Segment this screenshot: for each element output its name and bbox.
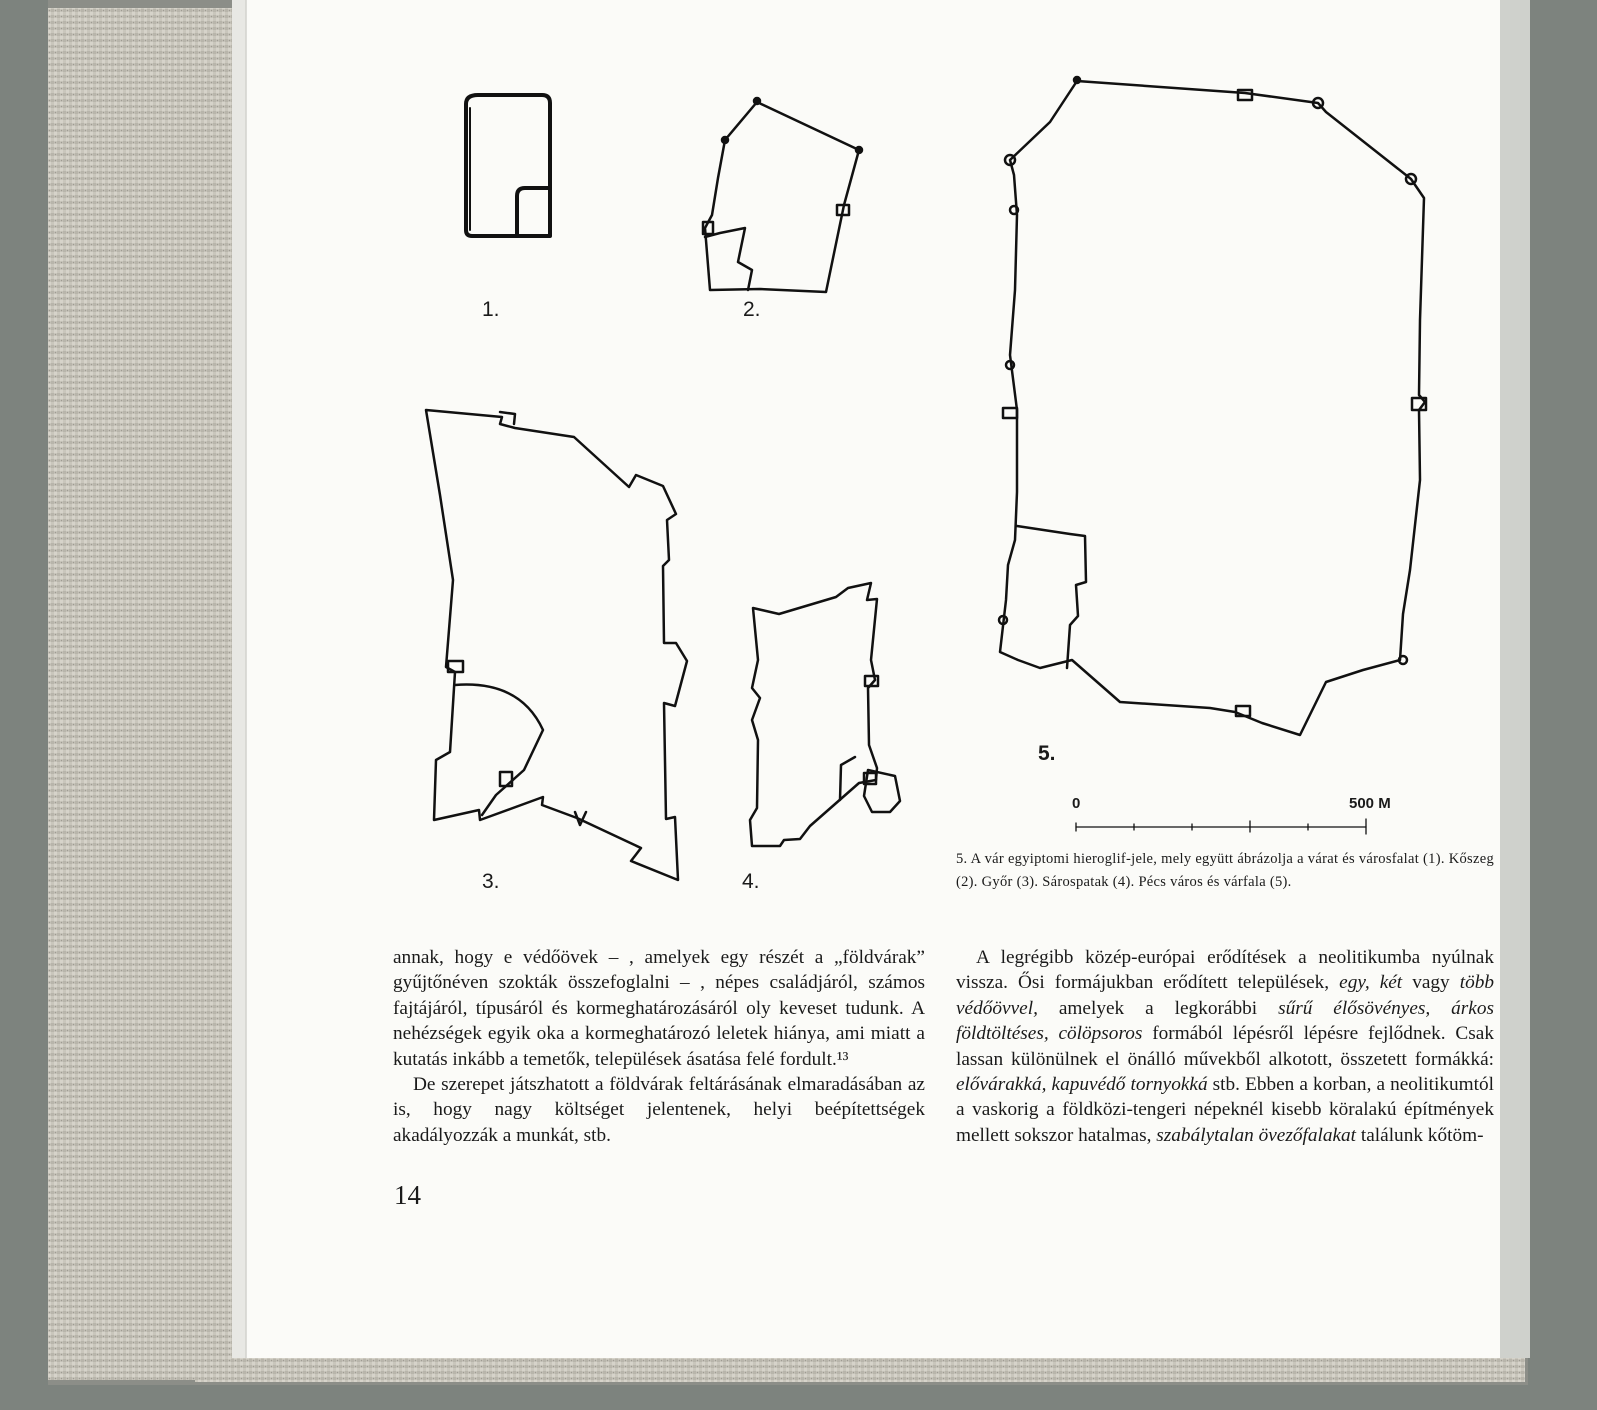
left-text-column xyxy=(393,945,925,1148)
page-number: 14 xyxy=(394,1180,421,1210)
text-run: A legrégibb közép-európai erődítések a neolitikumba nyúlnak vissza. Ősi formájukban erődített települések, xyxy=(956,947,1494,994)
figure-3-gyor xyxy=(426,410,687,880)
figure-3-label: 3. xyxy=(482,870,500,893)
left-paragraph: De szerepet játszhatott a földvárak feltárásának elmaradásában az is, hogy nagy költséget jelentenek, helyi beépítettségek akadályozzák a munkát, stb. xyxy=(393,1074,925,1146)
figure-caption: 5. A vár egyiptomi hieroglif-jele, mely együtt ábrázolja a várat és városfalat (1). Kőszeg (2). Győr (3). Sárospatak (4). Pécs város és várfala (5). xyxy=(956,851,1494,890)
italic-run: sűrű élősövényes, árkos földtöltéses, cölöpsoros xyxy=(956,997,1495,1045)
figure-5-label: 5. xyxy=(1038,742,1056,765)
scale-bar xyxy=(1076,819,1366,834)
scale-end-label: 500 M xyxy=(1349,795,1391,812)
figure-4-label: 4. xyxy=(742,870,760,893)
italic-run: szabálytalan övezőfalakat xyxy=(1156,1124,1357,1146)
text-run: amelyek a legkorábbi xyxy=(1058,997,1258,1019)
left-paragraph: annak, hogy e védőövek – , amelyek egy részét a „földvárak” gyűjtőnéven szokták összefoglalni – , népes családjáról, számos fajtájáról, típusáról és kormeghatározásáról oly keveset tudunk. A nehézségek egyik oka a kormeghatározó leletek hiánya, ami miatt a kutatás inkább a temetők, települések ásatása felé fordult.¹³ xyxy=(393,947,925,1070)
figure-1-label: 1. xyxy=(482,298,500,321)
text-run: vagy xyxy=(1412,972,1450,994)
text-run: találunk kőtöm- xyxy=(1360,1124,1484,1146)
scale-start-label: 0 xyxy=(1072,795,1081,812)
italic-run: egy, két xyxy=(1339,972,1403,994)
figure-5-pecs xyxy=(999,77,1426,735)
figure-2-label: 2. xyxy=(743,298,761,321)
right-paragraph xyxy=(956,945,1494,1148)
text-run: formából lépésről lépésre fejlődnek. Csak lassan különülnek el önálló művekből alkotott, összetett formákká: xyxy=(956,1023,1494,1070)
italic-run: elővárakká, kapuvédő tornyokká xyxy=(956,1074,1208,1096)
figure-4-sarospatak xyxy=(750,583,900,846)
text-run: stb. Ebben a korban, a neolitikumtól a vaskorig a földközi-tengeri népeknél kisebb köralakú építmények mellett sokszor hatalmas, xyxy=(956,1074,1494,1146)
right-text-column xyxy=(956,945,1494,1148)
figure-1-hieroglyph xyxy=(466,95,550,236)
italic-run: több védőövvel, xyxy=(956,972,1494,1019)
figure-2-koszeg xyxy=(703,98,862,292)
